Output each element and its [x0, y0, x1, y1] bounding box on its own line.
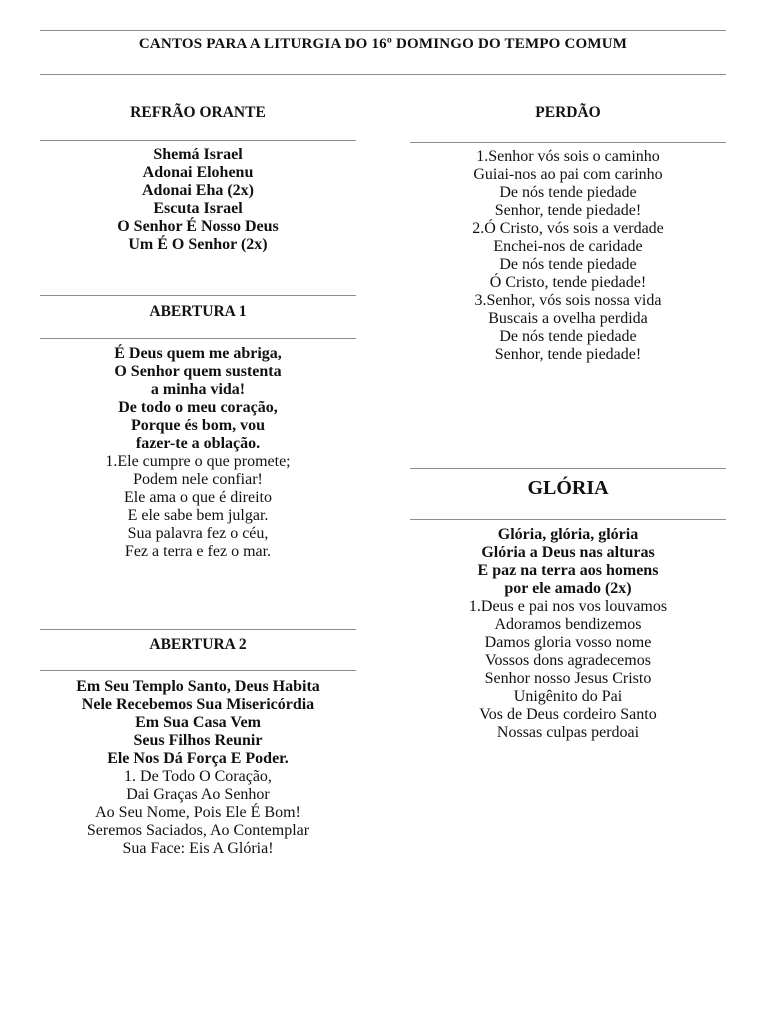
lyric-line: 1. De Todo O Coração, [124, 768, 272, 785]
lyric-line: Unigênito do Pai [513, 688, 623, 705]
lyric-line: De todo o meu coração, [118, 399, 278, 416]
lyric-line: O Senhor É Nosso Deus [117, 218, 279, 235]
abertura1-heading-rule [40, 338, 356, 339]
lyric-line: Shemá Israel [153, 146, 243, 163]
lyric-line: Senhor, tende piedade! [494, 346, 642, 363]
lyric-line: Senhor, tende piedade! [494, 202, 642, 219]
refrao-heading: REFRÃO ORANTE [130, 104, 266, 121]
lyric-line: 1.Senhor vós sois o caminho [476, 148, 660, 165]
lyric-line: Em Sua Casa Vem [135, 714, 261, 731]
lyric-line: 2.Ó Cristo, vós sois a verdade [472, 220, 664, 237]
lyric-line: Escuta Israel [153, 200, 243, 217]
title-rule [40, 74, 726, 75]
lyric-line: De nós tende piedade [499, 184, 637, 201]
page-title: CANTOS PARA A LITURGIA DO 16º DOMINGO DO TEMPO COMUM [138, 36, 628, 52]
abertura1-top-rule [40, 295, 356, 296]
abertura2-top-rule [40, 629, 356, 630]
lyric-line: Nossas culpas perdoai [496, 724, 640, 741]
lyric-line: Enchei-nos de caridade [493, 238, 643, 255]
lyric-line: Nele Recebemos Sua Misericórdia [81, 696, 315, 713]
lyric-line: É Deus quem me abriga, [114, 345, 282, 362]
lyric-line: Podem nele confiar! [133, 471, 263, 488]
lyric-line: De nós tende piedade [499, 328, 637, 345]
gloria-heading-rule [410, 519, 726, 520]
gloria-heading: GLÓRIA [527, 477, 609, 499]
top-rule [40, 30, 726, 31]
lyric-line: Vos de Deus cordeiro Santo [479, 706, 657, 723]
lyric-line: De nós tende piedade [499, 256, 637, 273]
lyric-line: Damos gloria vosso nome [484, 634, 652, 651]
abertura1-heading: ABERTURA 1 [149, 303, 247, 320]
lyric-line: Vossos dons agradecemos [485, 652, 651, 669]
lyric-line: Dai Graças Ao Senhor [126, 786, 270, 803]
gloria-lyrics [410, 526, 726, 742]
gloria-top-rule [410, 468, 726, 469]
lyric-line: Em Seu Templo Santo, Deus Habita [76, 678, 320, 695]
lyric-line: 1.Ele cumpre o que promete; [105, 453, 291, 470]
lyric-line: Guiai-nos ao pai com carinho [473, 166, 663, 183]
abertura2-heading: ABERTURA 2 [149, 636, 247, 653]
lyric-line: Buscais a ovelha perdida [488, 310, 648, 327]
lyric-line: O Senhor quem sustenta [114, 363, 282, 380]
lyric-line: Ao Seu Nome, Pois Ele É Bom! [95, 804, 301, 821]
lyric-line: fazer-te a oblação. [135, 435, 261, 452]
lyric-line: Adoramos bendizemos [494, 616, 642, 633]
abertura1-lyrics [40, 345, 356, 561]
perdao-heading-rule [410, 142, 726, 143]
lyric-line: Ele Nos Dá Força E Poder. [107, 750, 289, 767]
lyric-line: Ó Cristo, tende piedade! [489, 274, 647, 291]
lyric-line: Glória, glória, glória [497, 526, 639, 543]
refrao-heading-rule [40, 140, 356, 141]
lyric-line: Ele ama o que é direito [124, 489, 272, 506]
lyric-line: 1.Deus e pai nos vos louvamos [468, 598, 668, 615]
lyric-line: E paz na terra aos homens [477, 562, 659, 579]
perdao-lyrics [410, 148, 726, 364]
lyric-line: Um É O Senhor (2x) [128, 236, 268, 253]
lyric-line: Fez a terra e fez o mar. [124, 543, 272, 560]
lyric-line: Seremos Saciados, Ao Contemplar [86, 822, 310, 839]
lyric-line: por ele amado (2x) [504, 580, 632, 597]
lyric-line: Adonai Eha (2x) [141, 182, 255, 199]
abertura2-lyrics [40, 678, 356, 858]
lyric-line: 3.Senhor, vós sois nossa vida [474, 292, 662, 309]
lyric-line: E ele sabe bem julgar. [127, 507, 269, 524]
refrao-lyrics [40, 146, 356, 254]
perdao-heading: PERDÃO [535, 104, 601, 121]
lyric-line: Sua palavra fez o céu, [127, 525, 269, 542]
abertura2-heading-rule [40, 670, 356, 671]
lyric-line: Glória a Deus nas alturas [481, 544, 655, 561]
lyric-line: Seus Filhos Reunir [133, 732, 263, 749]
lyric-line: Sua Face: Eis A Glória! [122, 840, 274, 857]
lyric-line: Adonai Elohenu [142, 164, 254, 181]
lyric-line: Senhor nosso Jesus Cristo [484, 670, 652, 687]
lyric-line: a minha vida! [150, 381, 246, 398]
lyric-line: Porque és bom, vou [131, 417, 265, 434]
